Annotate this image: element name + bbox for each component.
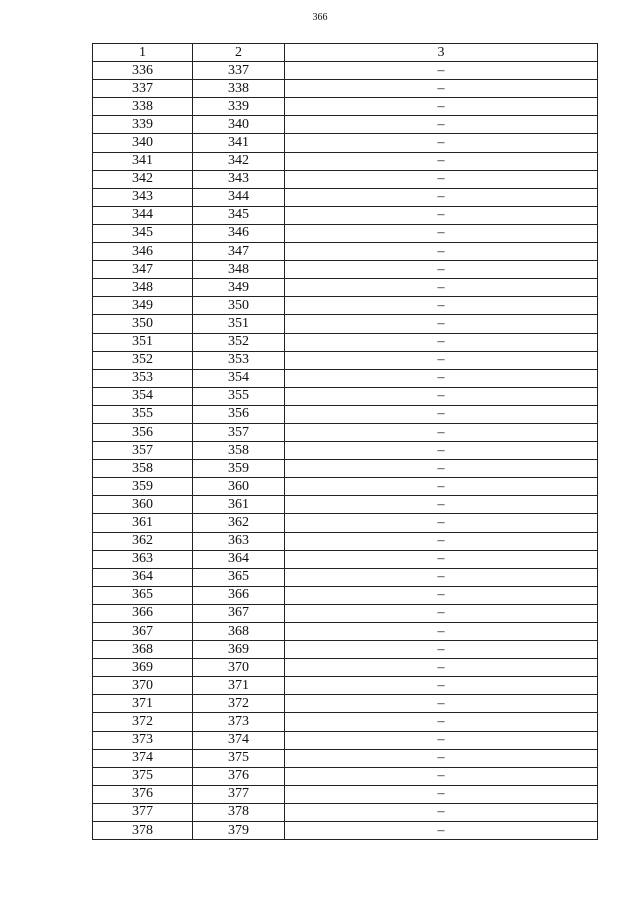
table-cell-col-1: 341	[93, 152, 193, 170]
table-row	[93, 514, 598, 532]
table-cell-col-3: –	[285, 641, 598, 659]
table-cell-col-2: 372	[193, 695, 285, 713]
table-cell-col-2: 363	[193, 532, 285, 550]
table-cell-col-3: –	[285, 369, 598, 387]
table-cell-col-1: 345	[93, 224, 193, 242]
table-cell-col-2: 373	[193, 713, 285, 731]
table-cell-col-2: 364	[193, 550, 285, 568]
table-cell-col-3: –	[285, 333, 598, 351]
table-row	[93, 315, 598, 333]
table-cell-col-2: 366	[193, 586, 285, 604]
table-row	[93, 550, 598, 568]
table-cell-col-2: 379	[193, 822, 285, 840]
table-cell-col-2: 365	[193, 568, 285, 586]
table-cell-col-2: 361	[193, 496, 285, 514]
table-row	[93, 659, 598, 677]
table-cell-col-1: 358	[93, 460, 193, 478]
table-cell-col-1: 373	[93, 731, 193, 749]
table-cell-col-2: 362	[193, 514, 285, 532]
table-cell-col-1: 357	[93, 442, 193, 460]
table-row	[93, 369, 598, 387]
table-cell-col-3: –	[285, 116, 598, 134]
table-cell-col-1: 364	[93, 568, 193, 586]
table-row	[93, 423, 598, 441]
table-row	[93, 387, 598, 405]
table-cell-col-3: –	[285, 80, 598, 98]
table-cell-col-2: 353	[193, 351, 285, 369]
table-cell-col-1: 370	[93, 677, 193, 695]
table-row	[93, 206, 598, 224]
table-row	[93, 80, 598, 98]
table-cell-col-1: 339	[93, 116, 193, 134]
table-cell-col-3: –	[285, 134, 598, 152]
table-row	[93, 243, 598, 261]
table-cell-col-3: –	[285, 152, 598, 170]
table-cell-col-1: 344	[93, 206, 193, 224]
table-cell-col-2: 357	[193, 423, 285, 441]
table-cell-col-3: –	[285, 677, 598, 695]
table-cell-col-1: 342	[93, 170, 193, 188]
table-cell-col-1: 371	[93, 695, 193, 713]
table-cell-col-3: –	[285, 315, 598, 333]
table-row	[93, 297, 598, 315]
table-row	[93, 623, 598, 641]
table-cell-col-1: 363	[93, 550, 193, 568]
table-cell-col-2: 377	[193, 785, 285, 803]
page-number: 366	[312, 12, 328, 23]
table-cell-col-2: 374	[193, 731, 285, 749]
table-cell-col-2: 342	[193, 152, 285, 170]
column-header-2: 2	[193, 44, 285, 62]
table-cell-col-3: –	[285, 460, 598, 478]
column-header-1: 1	[93, 44, 193, 62]
table-cell-col-3: –	[285, 188, 598, 206]
table-row	[93, 261, 598, 279]
table-cell-col-2: 346	[193, 224, 285, 242]
table-cell-col-1: 337	[93, 80, 193, 98]
table-cell-col-1: 362	[93, 532, 193, 550]
table-cell-col-1: 376	[93, 785, 193, 803]
table-cell-col-2: 375	[193, 749, 285, 767]
table-cell-col-2: 356	[193, 405, 285, 423]
table-cell-col-3: –	[285, 351, 598, 369]
data-table	[92, 43, 598, 840]
table-cell-col-2: 359	[193, 460, 285, 478]
table-row	[93, 460, 598, 478]
table-cell-col-2: 368	[193, 623, 285, 641]
table-cell-col-1: 338	[93, 98, 193, 116]
table-cell-col-2: 345	[193, 206, 285, 224]
table-header	[93, 44, 598, 62]
table-cell-col-3: –	[285, 279, 598, 297]
table-cell-col-1: 377	[93, 803, 193, 821]
table-row	[93, 152, 598, 170]
table-cell-col-3: –	[285, 387, 598, 405]
table-cell-col-1: 343	[93, 188, 193, 206]
table-cell-col-3: –	[285, 604, 598, 622]
table-row	[93, 405, 598, 423]
table-cell-col-2: 343	[193, 170, 285, 188]
table-cell-col-3: –	[285, 423, 598, 441]
table-row	[93, 478, 598, 496]
table-cell-col-2: 376	[193, 767, 285, 785]
table-cell-col-1: 368	[93, 641, 193, 659]
table-cell-col-3: –	[285, 297, 598, 315]
table-row	[93, 767, 598, 785]
table-cell-col-3: –	[285, 731, 598, 749]
table-row	[93, 62, 598, 80]
table-cell-col-2: 360	[193, 478, 285, 496]
table-cell-col-2: 371	[193, 677, 285, 695]
table-cell-col-2: 340	[193, 116, 285, 134]
table-body	[93, 62, 598, 840]
header-row	[93, 44, 598, 62]
table-cell-col-2: 338	[193, 80, 285, 98]
table-cell-col-1: 346	[93, 243, 193, 261]
table-cell-col-2: 350	[193, 297, 285, 315]
table-cell-col-3: –	[285, 713, 598, 731]
table-row	[93, 98, 598, 116]
table-cell-col-1: 347	[93, 261, 193, 279]
table-cell-col-1: 351	[93, 333, 193, 351]
table-cell-col-2: 378	[193, 803, 285, 821]
table-row	[93, 351, 598, 369]
table-cell-col-1: 366	[93, 604, 193, 622]
table-cell-col-3: –	[285, 623, 598, 641]
table-row	[93, 442, 598, 460]
column-header-3: 3	[285, 44, 598, 62]
table-cell-col-2: 370	[193, 659, 285, 677]
table-cell-col-3: –	[285, 62, 598, 80]
table-row	[93, 188, 598, 206]
table-cell-col-1: 356	[93, 423, 193, 441]
table-cell-col-1: 361	[93, 514, 193, 532]
table-cell-col-2: 348	[193, 261, 285, 279]
table-cell-col-2: 339	[193, 98, 285, 116]
table-row	[93, 822, 598, 840]
table-row	[93, 641, 598, 659]
table-cell-col-1: 350	[93, 315, 193, 333]
table-cell-col-1: 353	[93, 369, 193, 387]
table-cell-col-3: –	[285, 170, 598, 188]
table-row	[93, 749, 598, 767]
table-cell-col-2: 352	[193, 333, 285, 351]
table-cell-col-3: –	[285, 586, 598, 604]
table-cell-col-3: –	[285, 442, 598, 460]
table-row	[93, 731, 598, 749]
table-cell-col-1: 375	[93, 767, 193, 785]
table-cell-col-1: 372	[93, 713, 193, 731]
table-row	[93, 134, 598, 152]
table-row	[93, 604, 598, 622]
table-cell-col-2: 344	[193, 188, 285, 206]
table-cell-col-3: –	[285, 206, 598, 224]
table-cell-col-3: –	[285, 695, 598, 713]
table-cell-col-1: 355	[93, 405, 193, 423]
table-cell-col-3: –	[285, 785, 598, 803]
table-row	[93, 170, 598, 188]
table-cell-col-2: 355	[193, 387, 285, 405]
table-cell-col-3: –	[285, 224, 598, 242]
table-cell-col-2: 369	[193, 641, 285, 659]
table-cell-col-3: –	[285, 532, 598, 550]
table-cell-col-2: 349	[193, 279, 285, 297]
table-cell-col-2: 337	[193, 62, 285, 80]
table-cell-col-3: –	[285, 496, 598, 514]
table-cell-col-1: 359	[93, 478, 193, 496]
table-cell-col-1: 352	[93, 351, 193, 369]
table-cell-col-3: –	[285, 767, 598, 785]
table-row	[93, 496, 598, 514]
table-cell-col-3: –	[285, 803, 598, 821]
table-cell-col-2: 358	[193, 442, 285, 460]
table-cell-col-3: –	[285, 261, 598, 279]
table-cell-col-2: 351	[193, 315, 285, 333]
table-row	[93, 803, 598, 821]
table-cell-col-1: 369	[93, 659, 193, 677]
table-cell-col-3: –	[285, 659, 598, 677]
table-cell-col-3: –	[285, 478, 598, 496]
table-row	[93, 568, 598, 586]
table-cell-col-3: –	[285, 749, 598, 767]
table-row	[93, 785, 598, 803]
table-cell-col-1: 348	[93, 279, 193, 297]
table-row	[93, 224, 598, 242]
table-cell-col-1: 354	[93, 387, 193, 405]
table-cell-col-1: 374	[93, 749, 193, 767]
table-cell-col-2: 341	[193, 134, 285, 152]
table-cell-col-1: 365	[93, 586, 193, 604]
table-row	[93, 116, 598, 134]
table-cell-col-1: 360	[93, 496, 193, 514]
table-cell-col-3: –	[285, 243, 598, 261]
table-row	[93, 677, 598, 695]
table-row	[93, 279, 598, 297]
table-cell-col-3: –	[285, 822, 598, 840]
table-cell-col-2: 347	[193, 243, 285, 261]
table-cell-col-3: –	[285, 98, 598, 116]
table-cell-col-3: –	[285, 568, 598, 586]
table-row	[93, 586, 598, 604]
table-cell-col-1: 378	[93, 822, 193, 840]
table-cell-col-1: 349	[93, 297, 193, 315]
table-row	[93, 532, 598, 550]
table-row	[93, 333, 598, 351]
table-cell-col-1: 367	[93, 623, 193, 641]
table-cell-col-1: 336	[93, 62, 193, 80]
table-cell-col-3: –	[285, 405, 598, 423]
table-row	[93, 713, 598, 731]
table-row	[93, 695, 598, 713]
table-cell-col-3: –	[285, 550, 598, 568]
table-cell-col-2: 354	[193, 369, 285, 387]
table-cell-col-3: –	[285, 514, 598, 532]
table-cell-col-1: 340	[93, 134, 193, 152]
table-cell-col-2: 367	[193, 604, 285, 622]
